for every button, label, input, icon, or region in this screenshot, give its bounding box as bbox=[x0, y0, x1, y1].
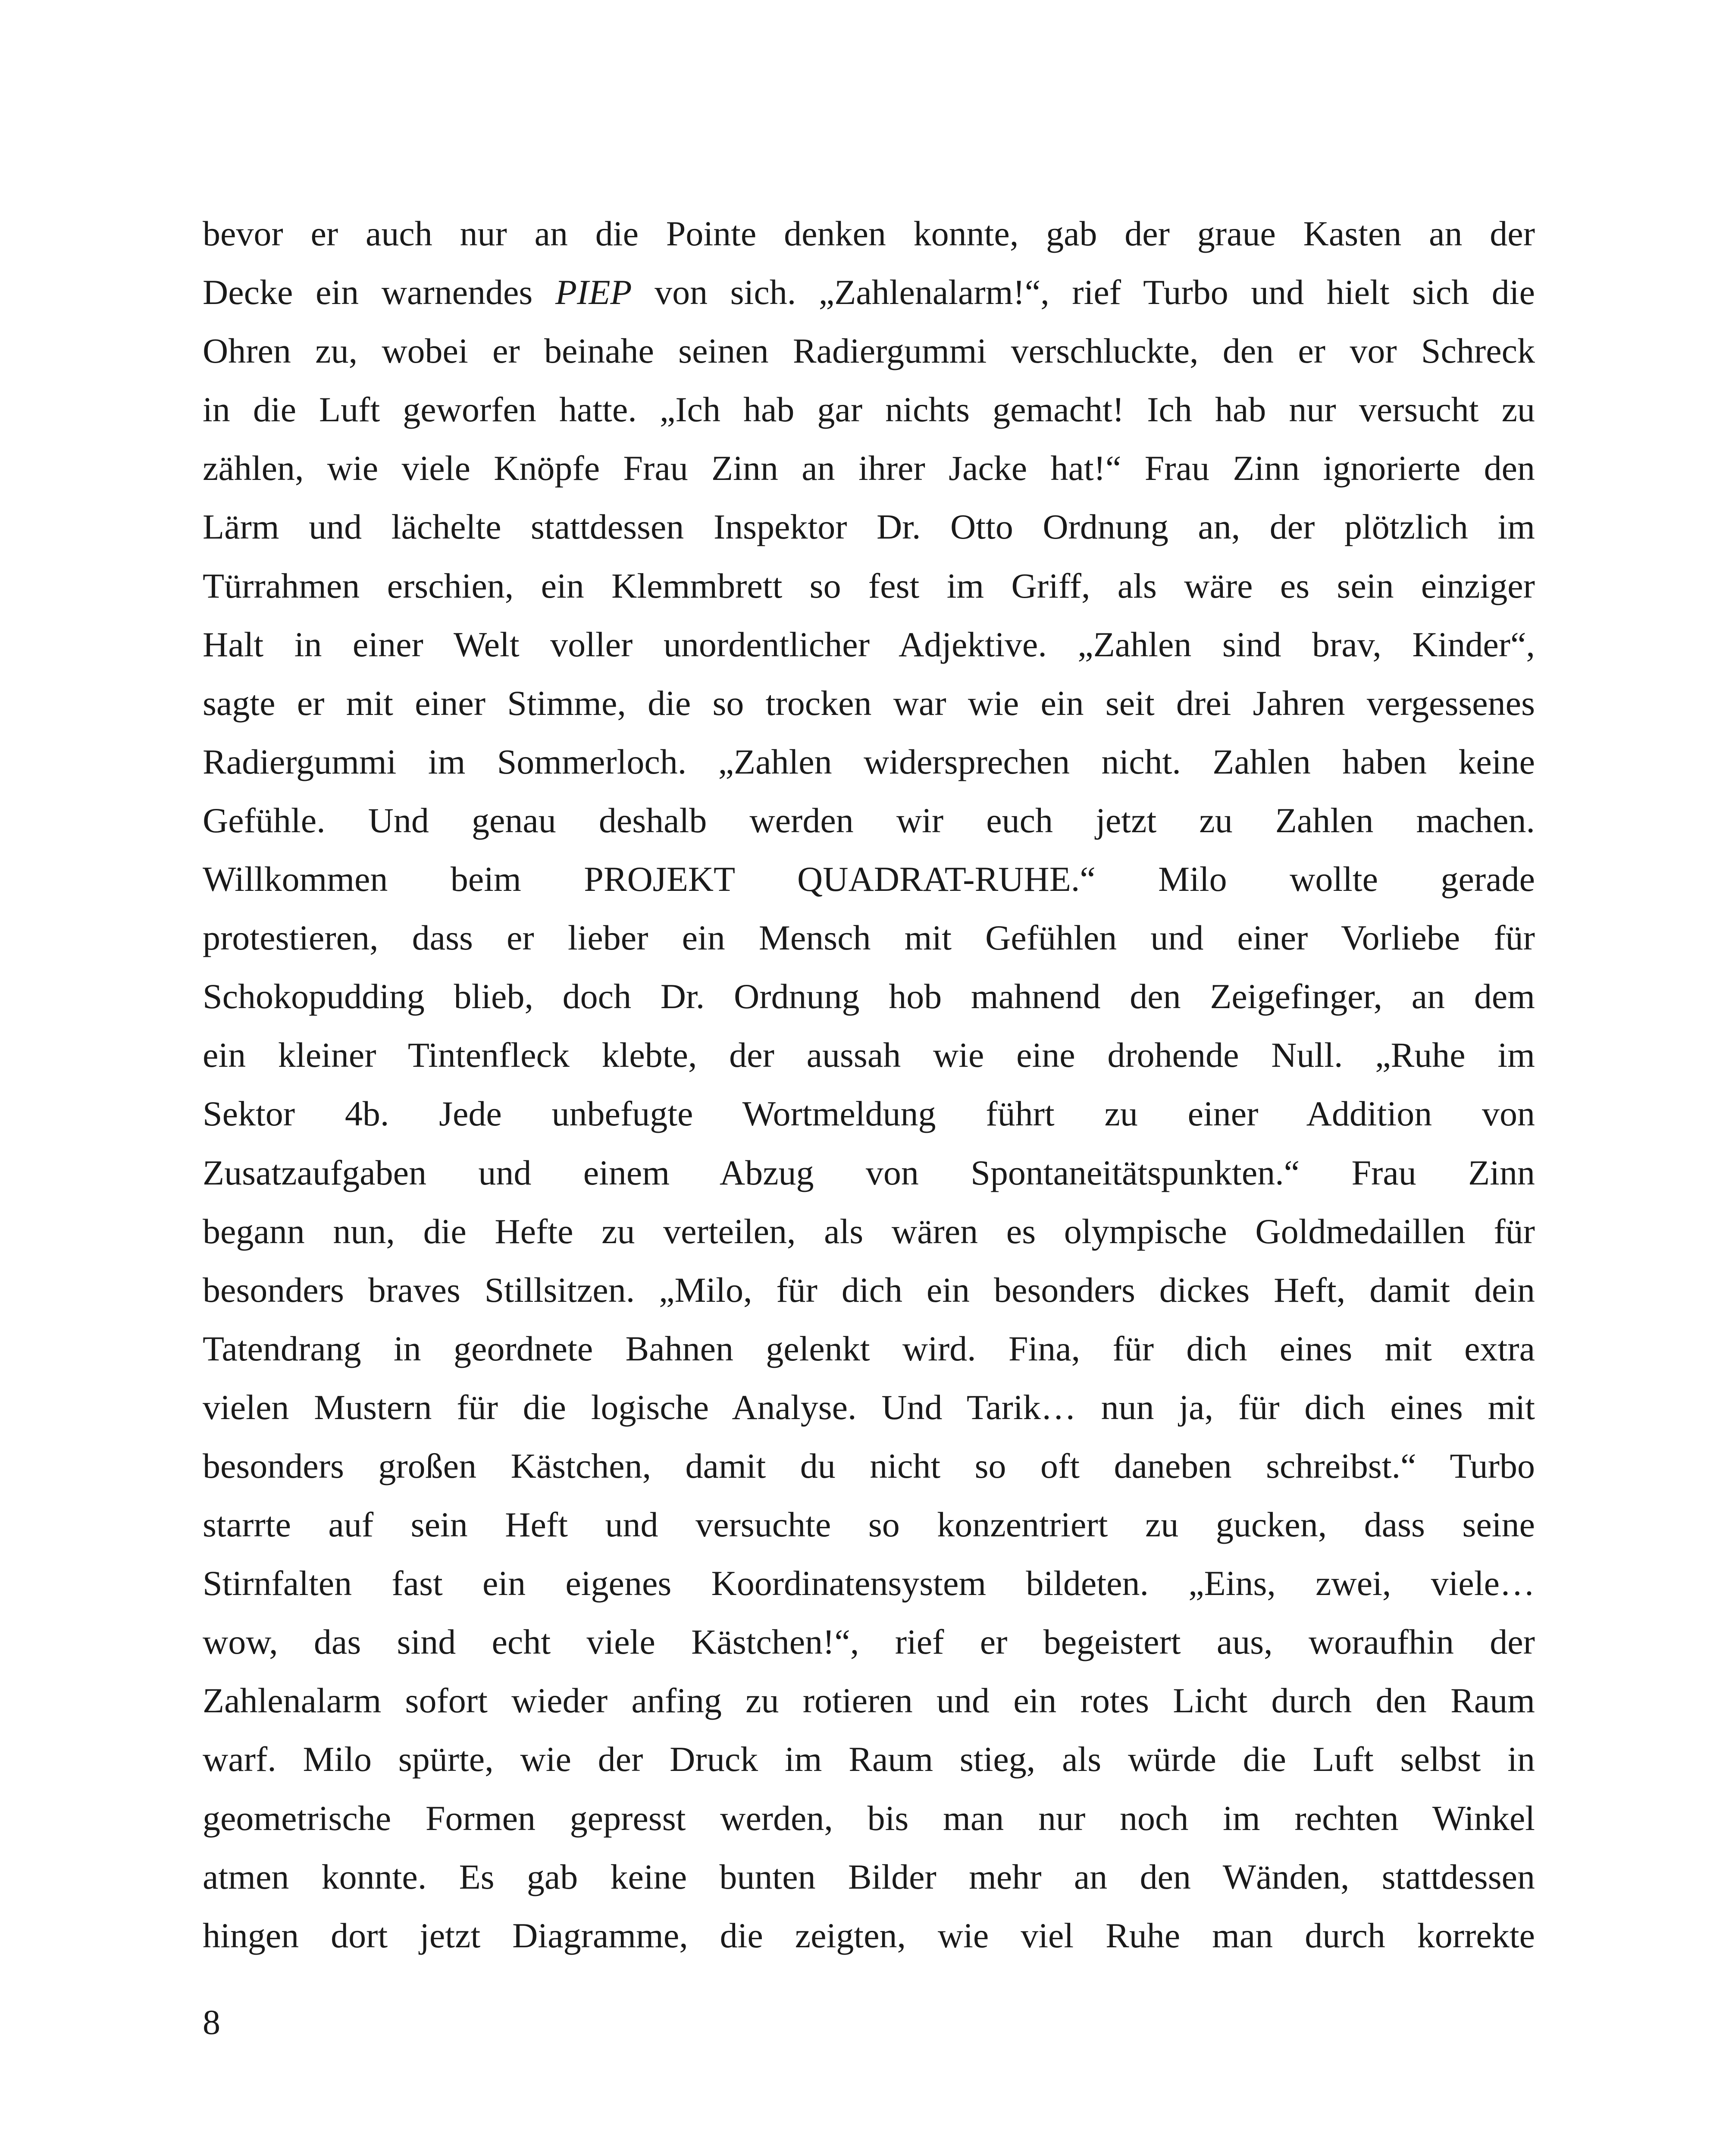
italic-word: PIEP bbox=[555, 273, 632, 312]
text-line: geometrische Formen gepresst werden, bis man nur noch im rechten Winkel bbox=[203, 1798, 1535, 1838]
text-line: Türrahmen erschien, ein Klemmbrett so fest im Griff, als wäre es sein einziger bbox=[203, 566, 1535, 605]
text-line: Zahlenalarm sofort wieder anfing zu rotieren und ein rotes Licht durch den Raum bbox=[203, 1681, 1535, 1720]
text-line: Radiergummi im Sommerloch. „Zahlen widersprechen nicht. Zahlen haben keine bbox=[203, 742, 1535, 781]
text-line: Schokopudding blieb, doch Dr. Ordnung hob mahnend den Zeigefinger, an dem bbox=[203, 977, 1535, 1016]
text-line: Willkommen beim PROJEKT QUADRAT-RUHE.“ Milo wollte gerade bbox=[203, 859, 1535, 899]
text-line: besonders großen Kästchen, damit du nicht so oft daneben schreibst.“ Turbo bbox=[203, 1446, 1535, 1485]
text-line: zählen, wie viele Knöpfe Frau Zinn an ihrer Jacke hat!“ Frau Zinn ignorierte den bbox=[203, 448, 1535, 488]
text-line: bevor er auch nur an die Pointe denken konnte, gab der graue Kasten an der bbox=[203, 214, 1535, 253]
page-number: 8 bbox=[203, 2002, 220, 2042]
text-line: Stirnfalten fast ein eigenes Koordinatensystem bildeten. „Eins, zwei, viele… bbox=[203, 1564, 1535, 1603]
text-line: begann nun, die Hefte zu verteilen, als wären es olympische Goldmedaillen für bbox=[203, 1211, 1535, 1251]
text-line: sagte er mit einer Stimme, die so trocken war wie ein seit drei Jahren vergessenes bbox=[203, 683, 1535, 723]
text-segment: von sich. „Zahlenalarm!“, rief Turbo und hielt sich die bbox=[632, 273, 1535, 312]
text-line: Zusatzaufgaben und einem Abzug von Spontaneitätspunkten.“ Frau Zinn bbox=[203, 1153, 1535, 1192]
text-line: vielen Mustern für die logische Analyse. Und Tarik… nun ja, für dich eines mit bbox=[203, 1387, 1535, 1427]
text-line: starrte auf sein Heft und versuchte so konzentriert zu gucken, dass seine bbox=[203, 1505, 1535, 1545]
text-line: besonders braves Stillsitzen. „Milo, für dich ein besonders dickes Heft, damit dein bbox=[203, 1270, 1535, 1310]
text-line: hingen dort jetzt Diagramme, die zeigten, wie viel Ruhe man durch korrekte bbox=[203, 1915, 1535, 1955]
text-line: Lärm und lächelte stattdessen Inspektor Dr. Otto Ordnung an, der plötzlich im bbox=[203, 507, 1535, 547]
text-line: Halt in einer Welt voller unordentlicher Adjektive. „Zahlen sind brav, Kinder“, bbox=[203, 624, 1535, 664]
text-line: Sektor 4b. Jede unbefugte Wortmeldung führt zu einer Addition von bbox=[203, 1094, 1535, 1134]
text-line bbox=[203, 263, 1535, 322]
text-segment: Decke ein warnendes bbox=[203, 273, 555, 312]
text-line: in die Luft geworfen hatte. „Ich hab gar nichts gemacht! Ich hab nur versucht zu bbox=[203, 390, 1535, 429]
body-text bbox=[203, 204, 1535, 1965]
text-line: Gefühle. Und genau deshalb werden wir euch jetzt zu Zahlen machen. bbox=[203, 800, 1535, 840]
text-line: atmen konnte. Es gab keine bunten Bilder mehr an den Wänden, stattdessen bbox=[203, 1857, 1535, 1896]
text-line: Tatendrang in geordnete Bahnen gelenkt wird. Fina, für dich eines mit extra bbox=[203, 1329, 1535, 1368]
text-line: warf. Milo spürte, wie der Druck im Raum stieg, als würde die Luft selbst in bbox=[203, 1739, 1535, 1779]
text-line: ein kleiner Tintenfleck klebte, der aussah wie eine drohende Null. „Ruhe im bbox=[203, 1035, 1535, 1075]
text-line: Ohren zu, wobei er beinahe seinen Radiergummi verschluckte, den er vor Schreck bbox=[203, 331, 1535, 371]
text-line: wow, das sind echt viele Kästchen!“, rief er begeistert aus, woraufhin der bbox=[203, 1622, 1535, 1662]
text-line: protestieren, dass er lieber ein Mensch mit Gefühlen und einer Vorliebe für bbox=[203, 918, 1535, 958]
